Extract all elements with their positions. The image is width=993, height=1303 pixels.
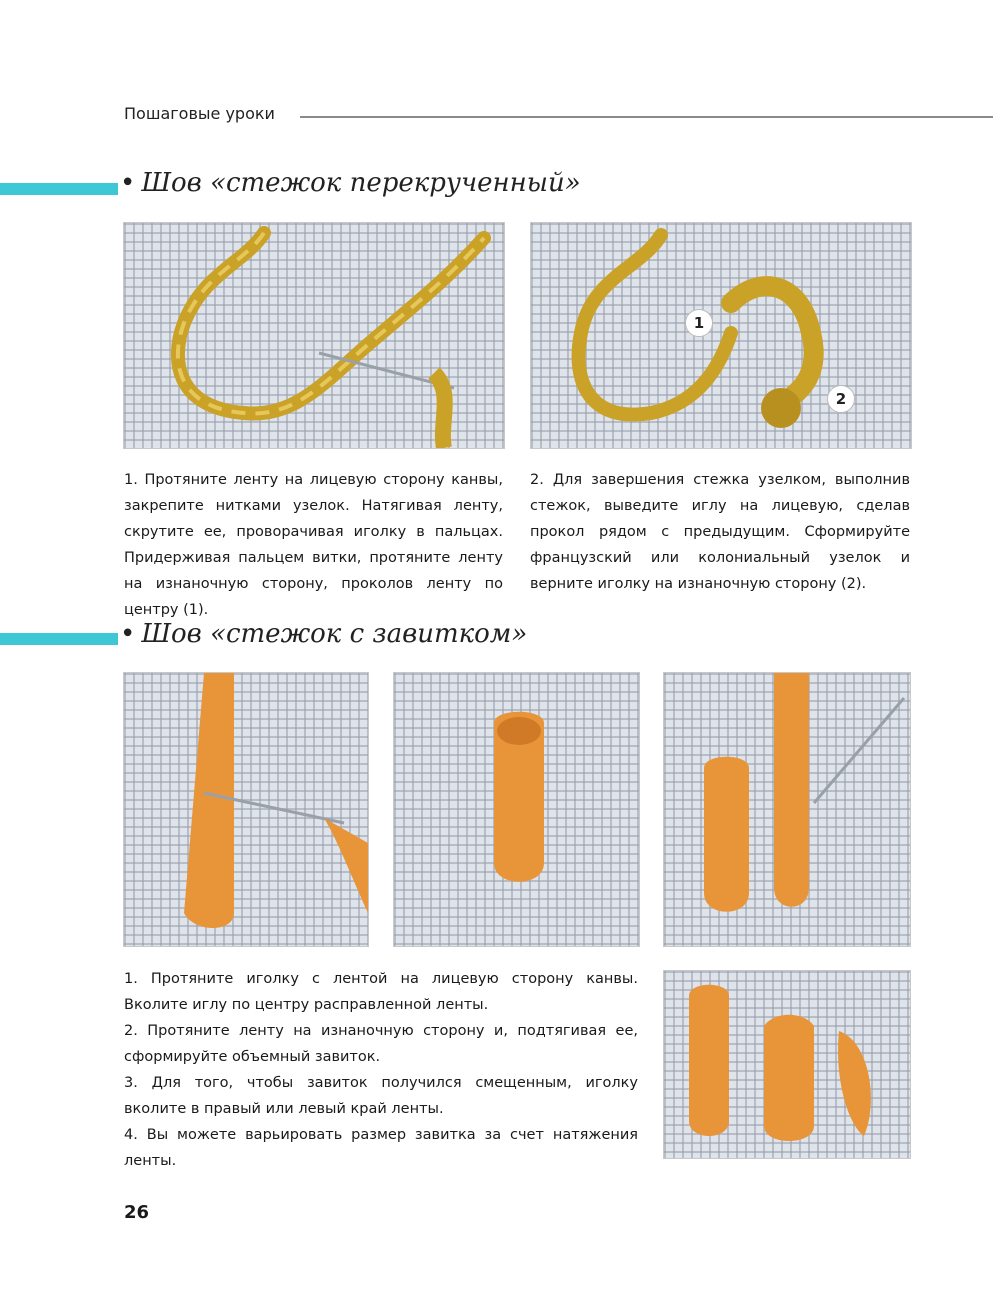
step1-paragraph: 1. Протяните ленту на лицевую сторону канвы, закрепите нитками узелок. Натягивая ленту, скрутите ее, проворачивая иголку в пальцах. Придерживая пальцем витки, протяните ленту на изнаночную сторону, проколов ленту по центру (1). bbox=[124, 472, 503, 618]
page-number: 26 bbox=[124, 1202, 150, 1223]
photo-curl-stitch-result bbox=[663, 970, 911, 1159]
photo-curl-stitch-step1 bbox=[123, 672, 369, 947]
title-bullet: • bbox=[120, 619, 136, 649]
section-title-text: Шов «стежок перекрученный» bbox=[141, 168, 581, 198]
photo-curl-stitch-step3 bbox=[663, 672, 911, 947]
curl-steps-list bbox=[124, 966, 638, 1174]
curl-step-2: 2. Протяните ленту на изнаночную сторону и, подтягивая ее, сформируйте объемный завиток. bbox=[124, 1023, 638, 1065]
section-title bbox=[120, 168, 581, 198]
step2-text bbox=[530, 467, 910, 597]
marker-2: 2 bbox=[827, 385, 855, 413]
photo-curl-stitch-step2 bbox=[393, 672, 640, 947]
section-accent-bar bbox=[0, 633, 118, 645]
marker-1: 1 bbox=[685, 309, 713, 337]
photo-twisted-stitch-step2 bbox=[530, 222, 912, 449]
step1-text bbox=[124, 467, 503, 623]
section-accent-bar bbox=[0, 183, 118, 195]
curl-step-3: 3. Для того, чтобы завиток получился смещенным, иголку вколите в правый или левый край ленты. bbox=[124, 1075, 638, 1117]
running-header: Пошаговые уроки bbox=[124, 104, 275, 123]
header-rule bbox=[300, 116, 993, 118]
section-title-text: Шов «стежок с завитком» bbox=[141, 619, 528, 649]
title-bullet: • bbox=[120, 168, 136, 198]
photo-twisted-stitch-step1 bbox=[123, 222, 505, 449]
curl-step-4: 4. Вы можете варьировать размер завитка за счет натяжения ленты. bbox=[124, 1127, 638, 1169]
curl-step-1: 1. Протяните иголку с лентой на лицевую сторону канвы. Вколите иглу по центру расправленной ленты. bbox=[124, 971, 638, 1013]
step2-paragraph: 2. Для завершения стежка узелком, выполнив стежок, выведите иглу на лицевую, сделав прокол рядом с предыдущим. Сформируйте французский или колониальный узелок и верните иголку на изнаночную сторону (2). bbox=[530, 472, 910, 592]
section-title bbox=[120, 619, 527, 649]
